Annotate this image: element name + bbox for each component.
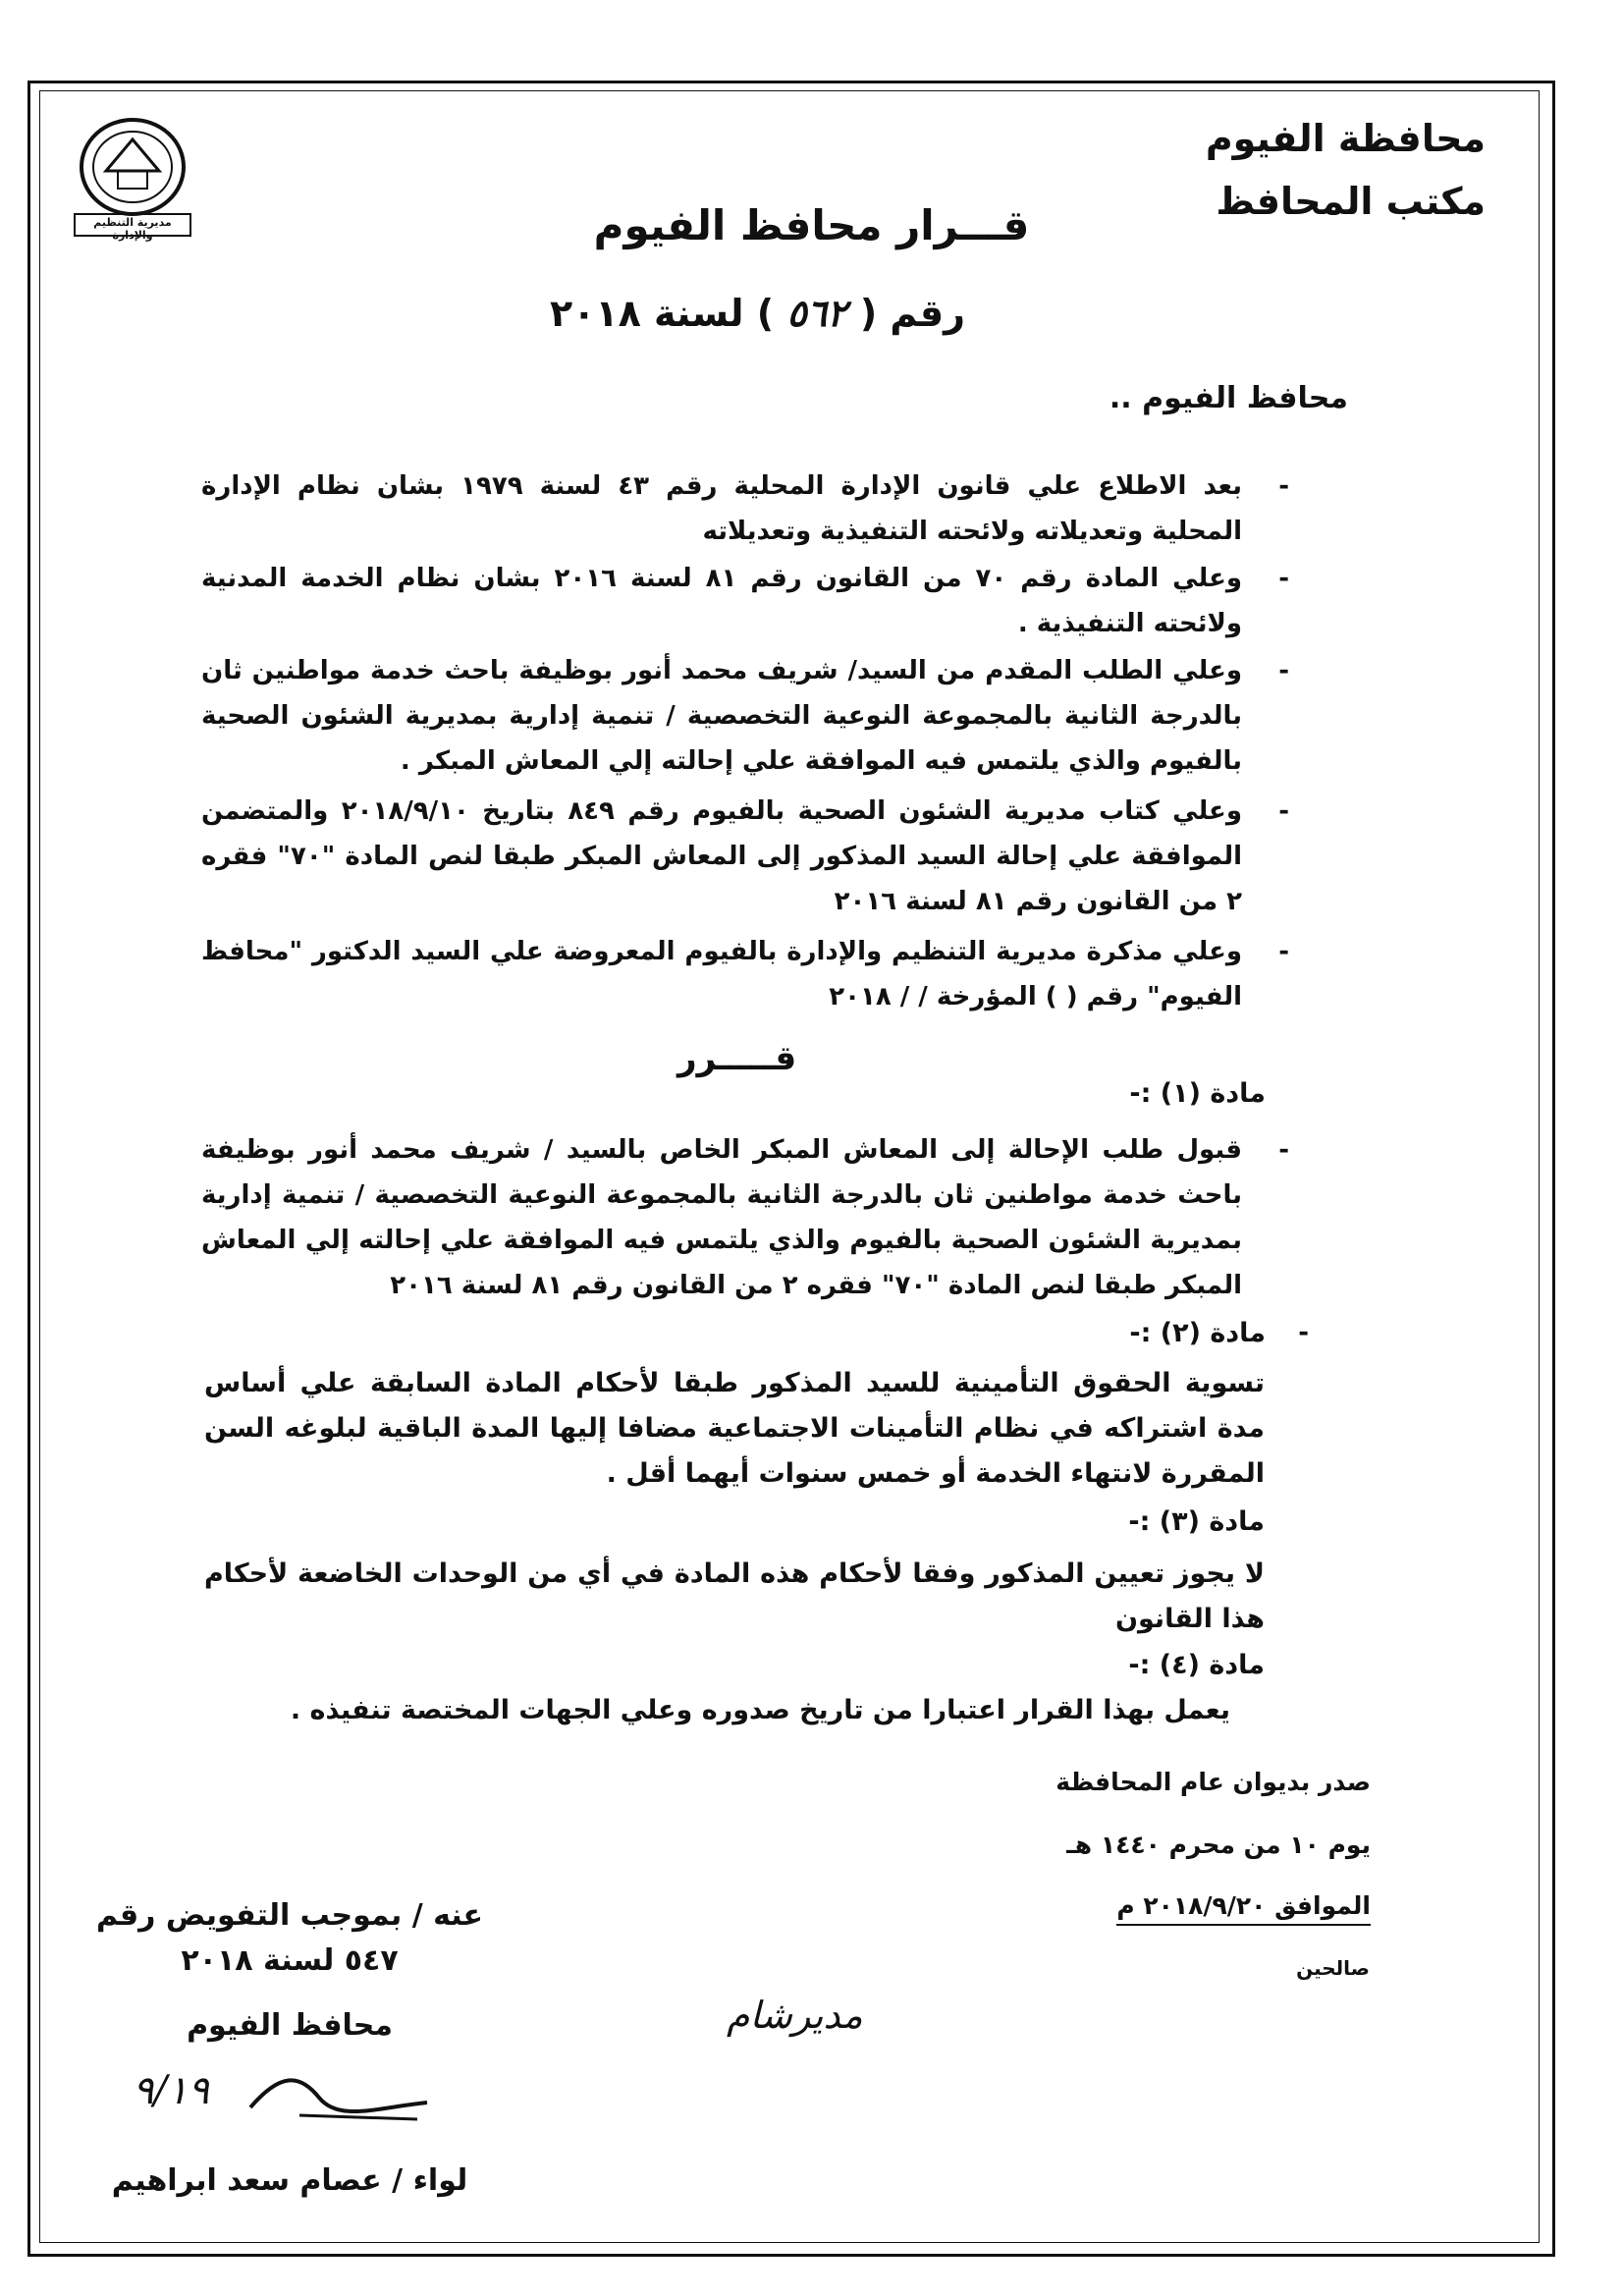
hijri-date: يوم ١٠ من محرم ١٤٤٠ هـ: [1066, 1831, 1371, 1859]
article-4-heading: مادة (٤) :-: [1128, 1650, 1265, 1680]
article-2-heading: - مادة (٢) :-: [1129, 1318, 1309, 1348]
signature-name: لواء / عصام سعد ابراهيم: [111, 2163, 468, 2198]
decree-number-handwritten: ٥٦٢: [786, 291, 847, 335]
handwritten-date: ٩/١٩: [133, 2068, 209, 2113]
article-3-heading: مادة (٣) :-: [1128, 1506, 1265, 1537]
decree-number: [550, 291, 965, 335]
preamble-item: - وعلي مذكرة مديرية التنظيم والإدارة بالفيوم المعروضة علي السيد الدكتور "محافظ الفيوم" رقم ( ) المؤرخة / / ٢٠١٨: [201, 937, 1289, 1011]
decree-title: قـــرار محافظ الفيوم: [593, 201, 1030, 249]
article-4-text: يعمل بهذا القرار اعتبارا من تاريخ صدوره وعلي الجهات المختصة تنفيذه .: [290, 1695, 1230, 1725]
article-2-text: تسوية الحقوق التأمينية للسيد المذكور طبقا لأحكام المادة السابقة علي أساس مدة اشتراكه في نظام التأمينات الاجتماعية مضافا إليها المدة الباقية لبلوغه السن المقررة لانتهاء الخدمة أو خمس سنوات أيهما أقل .: [204, 1368, 1265, 1489]
handwritten-signature: [93, 2058, 486, 2137]
preamble-item: - وعلي المادة رقم ٧٠ من القانون رقم ٨١ لسنة ٢٠١٦ بشان نظام الخدمة المدنية ولائحته التنفيذية .: [201, 564, 1289, 638]
article-3-text: لا يجوز تعيين المذكور وفقا لأحكام هذه المادة في أي من الوحدات الخاضعة لأحكام هذا القانون: [204, 1558, 1265, 1634]
article-1-heading: مادة (١) :-: [1129, 1078, 1266, 1109]
decree-number-prefix: رقم (: [859, 292, 965, 335]
reviewer-signature: مديرشام: [727, 1994, 863, 2037]
typist-initials: صالحين: [1296, 1956, 1370, 1980]
signature-title: محافظ الفيوم: [187, 2008, 393, 2043]
decides-heading: قـــــرر: [677, 1039, 797, 1078]
preamble-item: - بعد الاطلاع علي قانون الإدارة المحلية رقم ٤٣ لسنة ١٩٧٩ بشان نظام الإدارة المحلية وتعديلاته ولائحته التنفيذية وتعديلاته: [201, 471, 1289, 546]
office-line-1: محافظة الفيوم: [1205, 117, 1486, 160]
preamble-item: - وعلي كتاب مديرية الشئون الصحية بالفيوم رقم ٨٤٩ بتاريخ ٢٠١٨/٩/١٠ والمتضمن الموافقة علي إحالة السيد المذكور إلى المعاش المبكر طبقا لنص المادة "٧٠" فقره ٢ من القانون رقم ٨١ لسنة ٢٠١٦: [201, 796, 1289, 916]
signature-scribble: [241, 2068, 437, 2127]
issued-at: صدر بديوان عام المحافظة: [1055, 1768, 1371, 1796]
gregorian-date: الموافق ٢٠١٨/٩/٢٠ م: [1116, 1891, 1371, 1926]
addressee: محافظ الفيوم ..: [1109, 381, 1348, 415]
decree-number-suffix: ) لسنة ٢٠١٨: [550, 292, 775, 335]
preamble-item: - وعلي الطلب المقدم من السيد/ شريف محمد أنور بوظيفة باحث خدمة مواطنين ثان بالدرجة الثانية بالمجموعة النوعية التخصصية / تنمية إدارية بمديرية الشئون الصحية بالفيوم والذي يلتمس فيه الموافقة علي إحالته إلي المعاش المبكر .: [201, 656, 1289, 776]
signature-block: [93, 1893, 486, 2204]
signature-authority: عنه / بموجب التفويض رقم ٥٤٧ لسنة ٢٠١٨: [95, 1898, 484, 1978]
article-1-text: - قبول طلب الإحالة إلى المعاش المبكر الخاص بالسيد / شريف محمد أنور بوظيفة باحث خدمة مواطنين ثان بالدرجة الثانية بالمجموعة النوعية التخصصية / تنمية إدارية بمديرية الشئون الصحية بالفيوم والذي يلتمس فيه الموافقة علي إحالته إلي المعاش المبكر طبقا لنص المادة "٧٠" فقره ٢ من القانون رقم ٨١ لسنة ٢٠١٦: [201, 1135, 1289, 1300]
office-line-2: مكتب المحافظ: [1216, 180, 1486, 223]
seal-caption: مديرية التنظيم والإدارة: [93, 216, 172, 242]
